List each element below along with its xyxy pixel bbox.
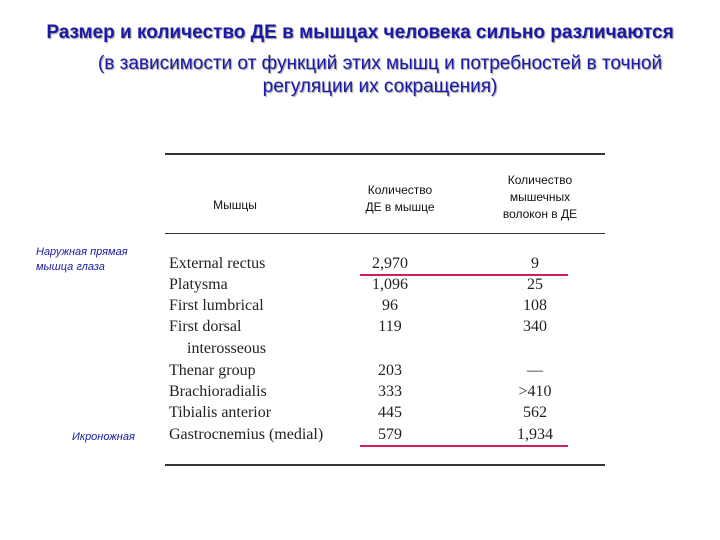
muscle-name: Tibialis anterior — [169, 404, 272, 421]
muscle-name: Brachioradialis — [169, 383, 267, 400]
fiber-count: 562 — [523, 404, 547, 421]
subtitle-line-2: регуляции их сокращения) — [262, 76, 498, 97]
muscle-name: First lumbrical — [169, 297, 264, 314]
fiber-count: 108 — [523, 297, 547, 314]
fiber-count: 9 — [531, 255, 539, 272]
muscle-name: Thenar group — [169, 362, 256, 379]
header-fiber-line-1: Количество — [507, 173, 573, 187]
header-fiber-count — [475, 172, 605, 223]
fiber-count: >410 — [518, 383, 552, 400]
subtitle-line-1: (в зависимости от функций этих мышц и потребностей в точной — [97, 53, 663, 74]
highlight-underline-external-rectus — [360, 274, 568, 276]
fiber-count: 25 — [527, 276, 543, 293]
du-count: 96 — [382, 297, 398, 314]
table-row — [165, 383, 605, 405]
table-row — [165, 297, 605, 319]
header-du-count — [340, 182, 460, 216]
muscle-name: First dorsal — [169, 318, 242, 335]
table-row — [165, 318, 605, 340]
du-count: 2,970 — [372, 255, 408, 272]
header-muscle: Мышцы — [213, 198, 257, 212]
fiber-count: — — [527, 362, 543, 379]
du-count: 445 — [378, 404, 402, 421]
table-row — [165, 340, 605, 362]
annotation-calf-muscle: Икроножная — [72, 431, 135, 443]
annotation-eye-line-1: Наружная прямая — [36, 246, 128, 258]
header-fiber-line-2: мышечных — [509, 190, 571, 204]
table-top-rule — [165, 153, 605, 155]
du-count: 203 — [378, 362, 402, 379]
highlight-underline-gastrocnemius — [360, 445, 568, 447]
du-count: 333 — [378, 383, 402, 400]
annotation-eye-muscle — [36, 245, 128, 275]
table-row — [165, 404, 605, 426]
muscle-name: Platysma — [169, 276, 228, 293]
slide-subtitle — [40, 52, 720, 98]
du-count: 119 — [378, 318, 402, 335]
muscle-name: Gastrocnemius (medial) — [169, 426, 324, 443]
muscle-name: interosseous — [187, 340, 267, 357]
table-bottom-rule — [165, 464, 605, 466]
header-fiber-line-3: волокон в ДЕ — [502, 207, 578, 221]
header-du-line-1: Количество — [367, 183, 433, 197]
table-row — [165, 362, 605, 384]
table-row — [165, 276, 605, 298]
muscle-name: External rectus — [169, 255, 266, 272]
fiber-count: 340 — [523, 318, 547, 335]
du-count: 1,096 — [372, 276, 408, 293]
header-du-line-2: ДЕ в мышце — [365, 200, 435, 214]
du-count: 579 — [378, 426, 402, 443]
slide-title: Размер и количество ДЕ в мышцах человека сильно различаются — [46, 22, 674, 43]
fiber-count: 1,934 — [517, 426, 553, 443]
table-header-rule — [165, 233, 605, 234]
annotation-eye-line-2: мышца глаза — [36, 261, 105, 273]
